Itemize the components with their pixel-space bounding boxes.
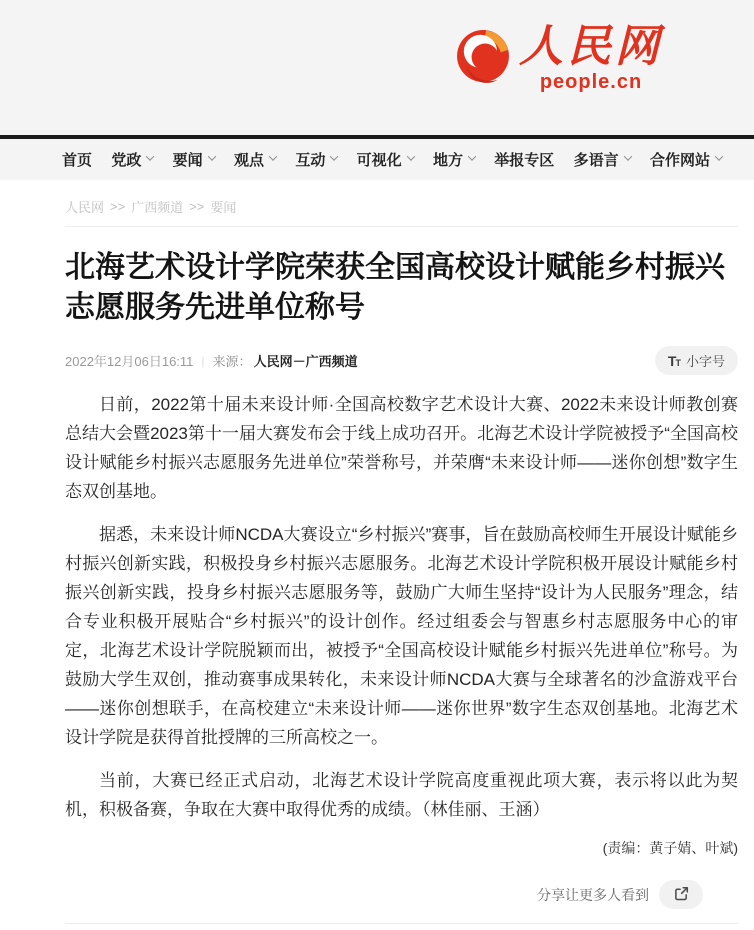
meta-separator: | (201, 353, 205, 368)
breadcrumb-link-people[interactable]: 人民网 (65, 200, 105, 215)
main-nav (0, 139, 754, 180)
nav-item-home[interactable]: 首页 (62, 152, 93, 169)
logo-site-name: 人民网 (519, 22, 663, 71)
nav-item-visual[interactable]: 可视化 (357, 149, 414, 170)
chevron-down-icon (623, 152, 631, 160)
breadcrumb-link-yaowen[interactable]: 要闻 (210, 200, 237, 215)
logo-text (519, 24, 663, 92)
site-header (0, 0, 754, 135)
chevron-down-icon (406, 152, 414, 160)
nav-item-multilang[interactable]: 多语言 (574, 149, 631, 170)
share-row (65, 880, 738, 909)
font-size-label: 小字号 (685, 354, 725, 369)
article-page (0, 180, 754, 930)
nav-item-party[interactable]: 党政 (111, 149, 153, 170)
nav-item-opinion[interactable]: 观点 (234, 149, 276, 170)
source-label: 来源： (212, 354, 252, 369)
nav-item-partners[interactable]: 合作网站 (650, 149, 722, 170)
people-cn-globe-icon (456, 29, 510, 88)
publish-date: 2022年12月06日16:11 (65, 354, 194, 369)
share-external-link-icon (674, 886, 689, 904)
chevron-down-icon (269, 152, 277, 160)
chevron-down-icon (468, 152, 476, 160)
chevron-down-icon (715, 152, 723, 160)
nav-item-interact[interactable]: 互动 (295, 149, 337, 170)
article-body (65, 390, 738, 824)
nav-item-news[interactable]: 要闻 (173, 149, 215, 170)
people-cn-logo[interactable] (456, 24, 663, 92)
article-paragraph: 日前，2022第十届未来设计师·全国高校数字艺术设计大赛、2022未来设计师教创赛总结大会暨2023第十一届大赛发布会于线上成功召开。北海艺术设计学院被授予“全国高校设计赋能乡村振兴志愿服务先进单位”荣誉称号，并荣膺“未来设计师——迷你创想”数字生态双创基地。 (65, 395, 738, 501)
chevron-down-icon (146, 152, 154, 160)
share-label: 分享让更多人看到 (537, 886, 649, 903)
article-title: 北海艺术设计学院荣获全国高校设计赋能乡村振兴志愿服务先进单位称号 (65, 251, 725, 324)
font-size-button[interactable] (655, 346, 738, 375)
chevron-down-icon (330, 152, 338, 160)
article-paragraph: 当前，大赛已经正式启动，北海艺术设计学院高度重视此项大赛，表示将以此为契机，积极备赛，争取在大赛中取得优秀的成绩。（林佳丽、王涵） (65, 771, 738, 819)
breadcrumb-separator: >> (189, 199, 205, 214)
source-link[interactable]: 人民网－广西频道 (253, 354, 358, 369)
nav-item-local[interactable]: 地方 (433, 149, 475, 170)
share-button[interactable] (659, 880, 703, 909)
editor-credit: (责编：黄子婧、叶斌) (602, 840, 738, 856)
font-size-icon: TT (667, 352, 681, 369)
breadcrumb-separator: >> (110, 199, 126, 214)
nav-item-report[interactable]: 举报专区 (494, 152, 555, 169)
chevron-down-icon (207, 152, 215, 160)
breadcrumb-link-guangxi[interactable]: 广西频道 (131, 200, 184, 215)
article-paragraph: 据悉，未来设计师NCDA大赛设立“乡村振兴”赛事，旨在鼓励高校师生开展设计赋能乡村振兴创新实践，积极投身乡村振兴志愿服务。北海艺术设计学院积极开展设计赋能乡村振兴创新实践，投身乡村振兴志愿服务等，鼓励广大师生坚持“设计为人民服务”理念，结合专业积极开展贴合“乡村振兴”的设计创作。经过组委会与智惠乡村志愿服务中心的审定，北海艺术设计学院脱颖而出，被授予“全国高校设计赋能乡村振兴先进单位”称号。为鼓励大学生双创，推动赛事成果转化，未来设计师NCDA大赛与全球著名的沙盒游戏平台——迷你创想联手，在高校建立“未来设计师——迷你世界”数字生态双创基地。北海艺术设计学院是获得首批授牌的三所高校之一。 (65, 525, 738, 747)
logo-domain: people.cn (539, 71, 643, 93)
breadcrumb (65, 180, 738, 216)
meta-left (65, 351, 358, 370)
article-meta (65, 346, 738, 375)
breadcrumb-divider (65, 226, 738, 227)
